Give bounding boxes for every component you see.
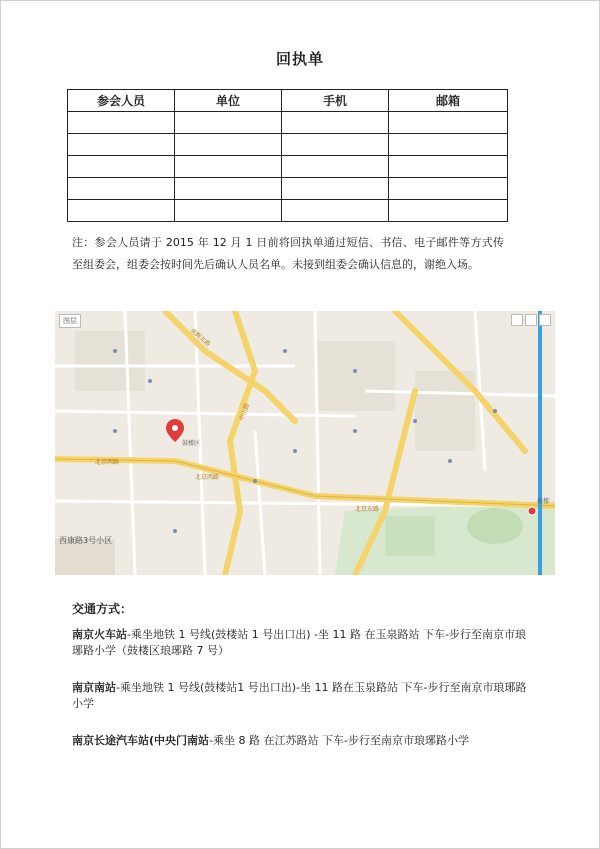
- map-fullscreen-icon[interactable]: [525, 314, 537, 326]
- route-desc: -乘坐地铁 1 号线(鼓楼站1 号出口出)-坐 11 路在玉泉路站 下车-步行至南京市琅琊路小学: [72, 681, 527, 710]
- table-cell[interactable]: [389, 112, 508, 134]
- table-cell[interactable]: [282, 112, 389, 134]
- map-zoom-icon[interactable]: [511, 314, 523, 326]
- route-desc: -乘坐地铁 1 号线(鼓楼站 1 号出口出) -坐 11 路 在玉泉路站 下车-步行至南京市琅琊路小学（鼓楼区琅琊路 7 号）: [72, 628, 526, 657]
- table-cell[interactable]: [282, 134, 389, 156]
- table-cell[interactable]: [175, 156, 282, 178]
- road-label: 北京东路: [355, 506, 380, 513]
- table-cell[interactable]: [282, 178, 389, 200]
- road-label: 虎踞北路: [188, 327, 212, 348]
- table-cell[interactable]: [68, 134, 175, 156]
- route-item: [72, 733, 532, 749]
- table-cell[interactable]: [175, 178, 282, 200]
- table-cell[interactable]: [175, 112, 282, 134]
- table-row: [68, 156, 508, 178]
- route-station: 南京火车站: [72, 628, 127, 641]
- district-label: 西康路3号小区: [59, 536, 113, 545]
- marker-label: 鼓楼区: [182, 440, 201, 447]
- table-row: [68, 134, 508, 156]
- header-unit: 单位: [175, 90, 282, 112]
- table-cell[interactable]: [282, 200, 389, 222]
- table-cell[interactable]: [68, 156, 175, 178]
- header-email: 邮箱: [389, 90, 508, 112]
- map-controls: [511, 314, 551, 326]
- table-cell[interactable]: [389, 200, 508, 222]
- traffic-heading: 交通方式：: [72, 602, 133, 616]
- table-row: [68, 178, 508, 200]
- map-layer-tool[interactable]: 图层: [59, 314, 81, 328]
- route-item: [72, 627, 532, 659]
- header-mobile: 手机: [282, 90, 389, 112]
- table-cell[interactable]: [68, 200, 175, 222]
- map-canvas: [55, 311, 555, 575]
- table-row: [68, 200, 508, 222]
- table-cell[interactable]: [282, 156, 389, 178]
- table-cell[interactable]: [389, 156, 508, 178]
- header-attendee: 参会人员: [68, 90, 175, 112]
- map-share-icon[interactable]: [539, 314, 551, 326]
- road-label: 中山路: [238, 402, 252, 422]
- table-cell[interactable]: [68, 112, 175, 134]
- route-station: 南京南站: [72, 681, 116, 694]
- table-cell[interactable]: [175, 134, 282, 156]
- subway-label: 鼓楼: [537, 498, 550, 505]
- deadline-note: 注：参会人员请于 2015 年 12 月 1 日前将回执单通过短信、书信、电子邮件等方式传至组委会，组委会按时间先后确认人员名单。未接到组委会确认信息的，谢绝入场。: [72, 236, 504, 271]
- traffic-section: [72, 600, 532, 770]
- reply-table: [67, 89, 508, 222]
- table-header-row: [68, 90, 508, 112]
- route-item: [72, 680, 532, 712]
- table-row: [68, 112, 508, 134]
- table-cell[interactable]: [389, 178, 508, 200]
- route-desc: -乘坐 8 路 在江苏路站 下车-步行至南京市琅琊路小学: [209, 734, 469, 747]
- table-cell[interactable]: [389, 134, 508, 156]
- road-label: 北京西路: [195, 474, 220, 481]
- route-station: 南京长途汽车站(中央门南站: [72, 734, 210, 747]
- page-title: 回执单: [275, 50, 324, 68]
- table-cell[interactable]: [175, 200, 282, 222]
- table-cell[interactable]: [68, 178, 175, 200]
- location-map[interactable]: [55, 311, 555, 575]
- road-label: 北京西路: [95, 459, 120, 466]
